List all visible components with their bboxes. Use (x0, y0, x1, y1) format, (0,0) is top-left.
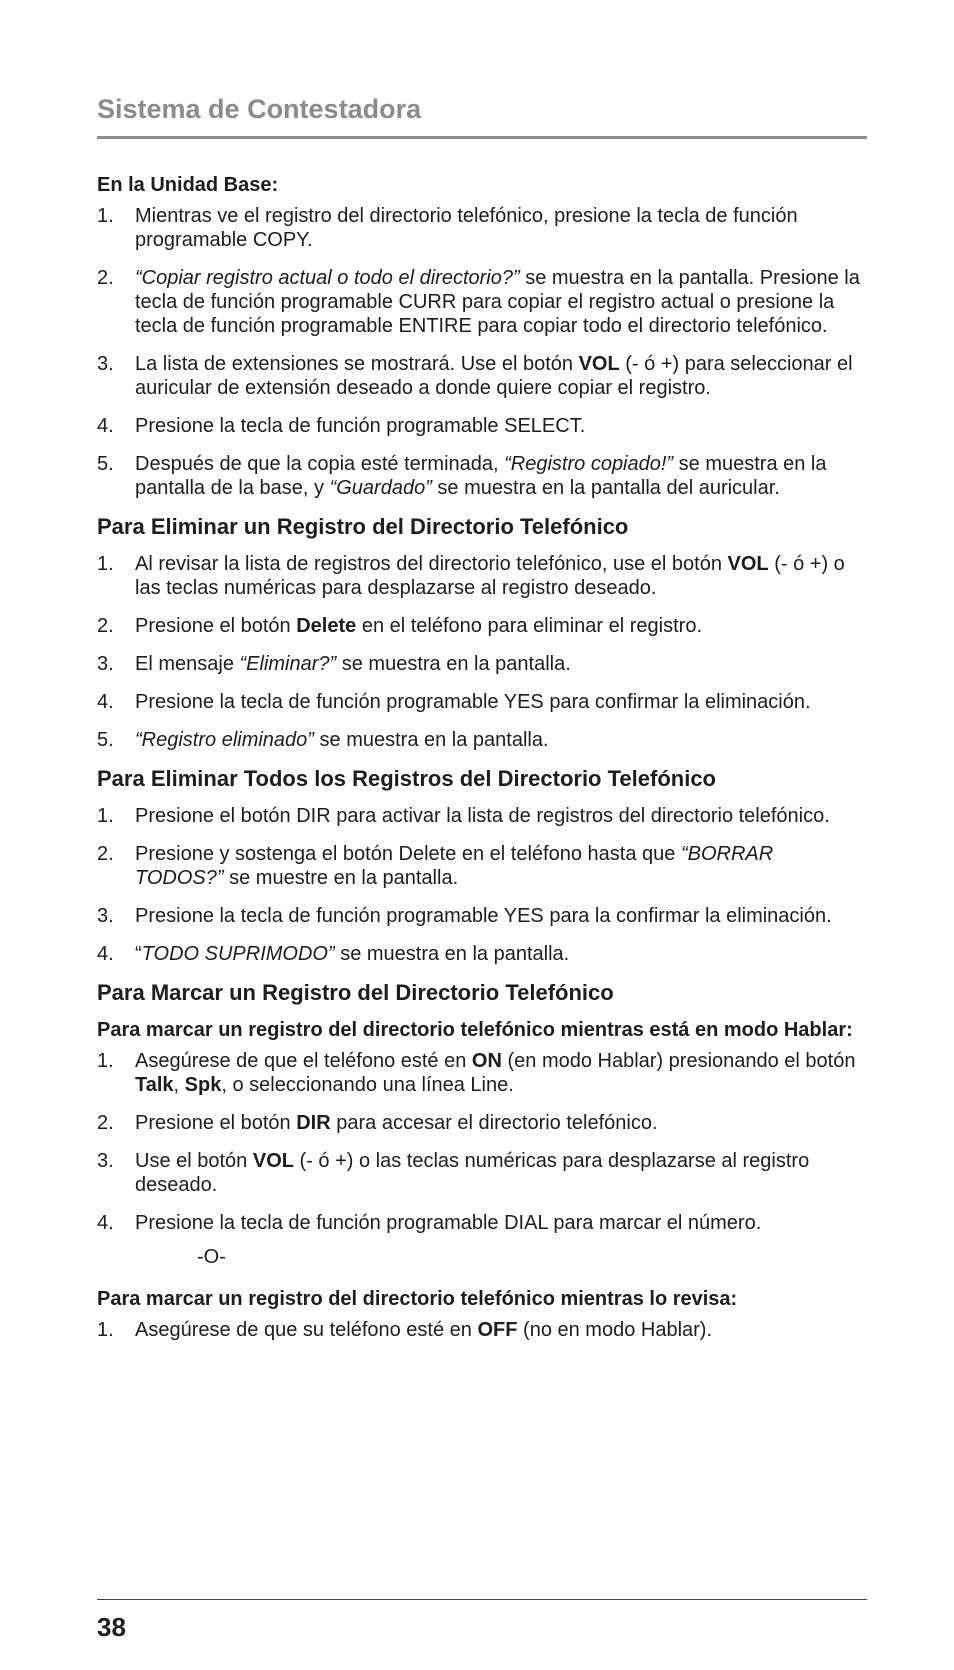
delete-one-steps (97, 552, 867, 752)
list-item: 4. Presione la tecla de función programable DIAL para marcar el número. (97, 1212, 762, 1234)
list-item: 2. “Copiar registro actual o todo el directorio?” se muestra en la pantalla. Presione la tecla de función programable CURR para copiar el registro actual o presione la tecla de función programable ENTIRE para copiar todo el directorio telefónico. (97, 267, 860, 337)
dial-talk-heading: Para marcar un registro del directorio telefónico mientras está en modo Hablar: (97, 1019, 853, 1041)
list-item: 1. Al revisar la lista de registros del directorio telefónico, use el botón VOL (- ó +) o las teclas numéricas para desplazarse al registro deseado. (97, 553, 845, 599)
dial-talk-steps (97, 1049, 867, 1235)
page-content (97, 92, 867, 1356)
list-item: 1. Asegúrese de que su teléfono esté en OFF (no en modo Hablar). (97, 1319, 713, 1341)
list-item: 4. Presione la tecla de función programable YES para confirmar la eliminación. (97, 691, 811, 713)
list-item: 2. Presione el botón Delete en el teléfono para eliminar el registro. (97, 615, 703, 637)
dial-review-steps (97, 1318, 867, 1342)
footer-divider (97, 1599, 867, 1600)
dial-review-heading: Para marcar un registro del directorio telefónico mientras lo revisa: (97, 1288, 738, 1310)
page-header-title: Sistema de Contestadora (97, 94, 422, 124)
list-item: 1. Asegúrese de que el teléfono esté en ON (en modo Hablar) presionando el botón Talk, Spk, o seleccionando una línea Line. (97, 1050, 856, 1096)
section-title-delete-one: Para Eliminar un Registro del Directorio Telefónico (97, 514, 629, 539)
section-title-dial: Para Marcar un Registro del Directorio Telefónico (97, 980, 614, 1005)
or-separator: -O- (197, 1246, 226, 1268)
list-item: 1. Presione el botón DIR para activar la lista de registros del directorio telefónico. (97, 805, 830, 827)
list-item: 4. “TODO SUPRIMODO” se muestra en la pantalla. (97, 943, 570, 965)
list-item: 1. Mientras ve el registro del directorio telefónico, presione la tecla de función programable COPY. (97, 205, 798, 251)
list-item: 5. Después de que la copia esté terminada, “Registro copiado!” se muestra en la pantalla de la base, y “Guardado” se muestra en la pantalla del auricular. (97, 453, 827, 499)
page-number: 38 (97, 1612, 126, 1642)
list-item: 3. El mensaje “Eliminar?” se muestra en la pantalla. (97, 653, 571, 675)
list-item: 3. La lista de extensiones se mostrará. Use el botón VOL (- ó +) para seleccionar el auricular de extensión deseado a donde quiere copiar el registro. (97, 353, 853, 399)
list-item: 2. Presione el botón DIR para accesar el directorio telefónico. (97, 1112, 658, 1134)
delete-all-steps (97, 804, 867, 966)
list-item: 4. Presione la tecla de función programable SELECT. (97, 415, 586, 437)
list-item: 2. Presione y sostenga el botón Delete en el teléfono hasta que “BORRAR TODOS?” se muestre en la pantalla. (97, 843, 774, 889)
section-title-delete-all: Para Eliminar Todos los Registros del Directorio Telefónico (97, 766, 716, 791)
header-divider (97, 136, 867, 139)
base-unit-heading: En la Unidad Base: (97, 174, 279, 196)
list-item: 5. “Registro eliminado” se muestra en la pantalla. (97, 729, 549, 751)
base-unit-steps (97, 204, 867, 500)
list-item: 3. Presione la tecla de función programable YES para la confirmar la eliminación. (97, 905, 832, 927)
list-item: 3. Use el botón VOL (- ó +) o las teclas numéricas para desplazarse al registro deseado. (97, 1150, 810, 1196)
